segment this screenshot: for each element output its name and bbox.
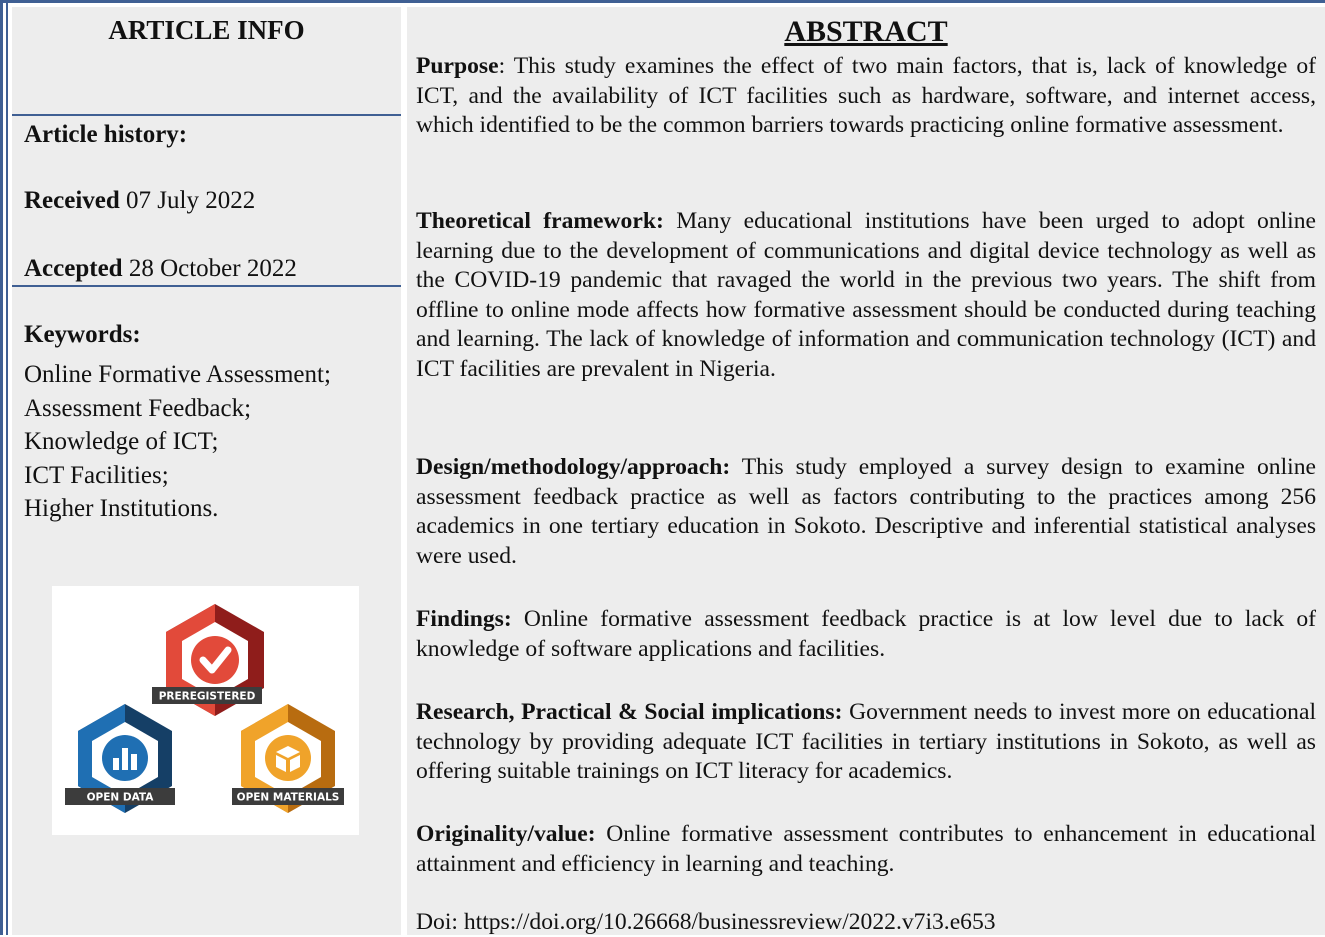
abstract-title: ABSTRACT xyxy=(784,15,948,48)
svg-text:PREREGISTERED: PREREGISTERED xyxy=(158,690,256,703)
frame-left-line-outer xyxy=(0,0,3,935)
received-date: Received 07 July 2022 xyxy=(24,187,256,214)
section-label: Findings: xyxy=(416,606,512,632)
keyword-item: Assessment Feedback; xyxy=(24,394,252,422)
svg-text:OPEN MATERIALS: OPEN MATERIALS xyxy=(236,791,340,804)
abstract-originality: Originality/value: Online formative assessment contributes to enhancement in educational attainment and efficiency in learning and teaching. xyxy=(416,821,1316,877)
keyword-item: Higher Institutions. xyxy=(24,495,219,522)
open-data-badge-icon xyxy=(65,704,175,813)
preregistered-badge-icon xyxy=(152,604,264,716)
section-label: Purpose xyxy=(416,53,499,79)
open-science-badges xyxy=(52,586,359,835)
article-history-label: Article history: xyxy=(24,121,188,148)
svg-text:OPEN DATA: OPEN DATA xyxy=(86,791,154,804)
frame-left-line-inner xyxy=(6,3,8,935)
abstract-purpose: Purpose: This study examines the effect of two main factors, that is, lack of knowledge of ICT, and the availability of ICT facilities such as hardware, software, and internet access, which identified to be the common barriers towards practicing online formative assessment. xyxy=(416,53,1316,139)
keywords-label: Keywords: xyxy=(24,321,141,348)
accepted-date: Accepted 28 October 2022 xyxy=(24,255,297,282)
open-materials-badge-icon xyxy=(232,704,344,813)
frame-top-line xyxy=(0,0,1325,3)
abstract-findings: Findings: Online formative assessment feedback practice is at low level due to lack of knowledge of software applications and facilities. xyxy=(416,606,1316,662)
keyword-item: ICT Facilities; xyxy=(24,461,169,489)
abstract-design-methodology: Design/methodology/approach: This study employed a survey design to examine online assessment feedback practice as well as factors contributing to the practices among 256 academics in one tertiary education in Sokoto. Descriptive and inferential statistical analyses were used. xyxy=(416,454,1316,569)
article-info-divider xyxy=(12,114,401,116)
article-info-title: ARTICLE INFO xyxy=(108,15,305,45)
section-label: Research, Practical & Social implications: xyxy=(416,699,843,725)
section-label: Theoretical framework: xyxy=(416,208,664,234)
abstract-theoretical-framework: Theoretical framework: Many educational institutions have been urged to adopt online learning due to the development of communications and digital device technology as well as the COVID-19 pandemic that ravaged the world in the previous two years. The shift from offline to online mode affects how formative assessment should be conducted during teaching and learning. The lack of knowledge of information and communication technology (ICT) and ICT facilities are prevalent in Nigeria. xyxy=(416,208,1316,382)
history-divider xyxy=(12,285,401,287)
keywords-list xyxy=(24,358,331,526)
section-label: Originality/value: xyxy=(416,821,596,847)
keyword-item: Online Formative Assessment; xyxy=(24,361,331,388)
section-label: Design/methodology/approach: xyxy=(416,454,731,480)
doi-link[interactable]: Doi: https://doi.org/10.26668/businessreview/2022.v7i3.e653 xyxy=(416,909,996,935)
keyword-item: Knowledge of ICT; xyxy=(24,428,219,455)
abstract-implications: Research, Practical & Social implications: Government needs to invest more on educational technology by providing adequate ICT facilities in tertiary institutions in Sokoto, as well as offering suitable trainings on ICT literacy for academics. xyxy=(416,699,1317,785)
